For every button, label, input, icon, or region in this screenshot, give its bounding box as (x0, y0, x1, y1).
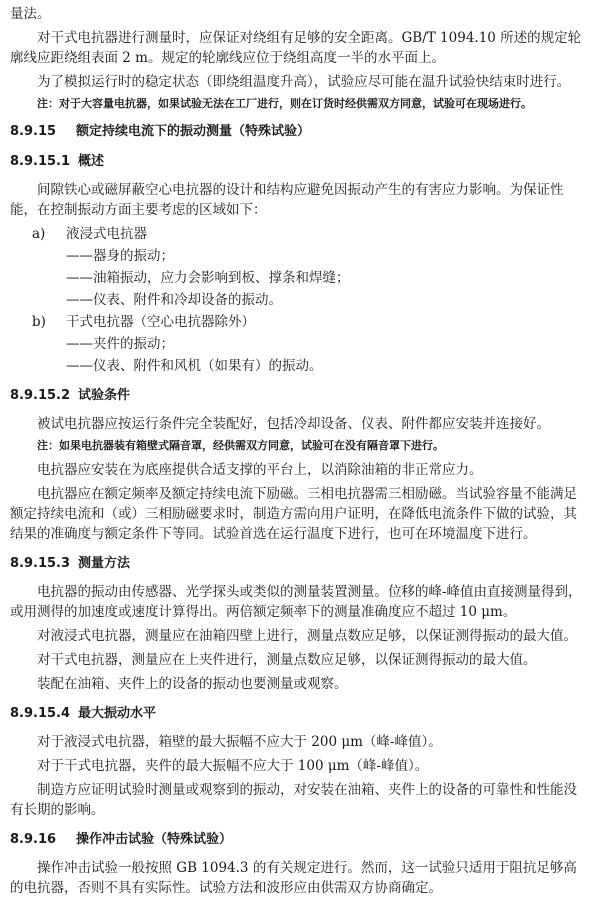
list-subitem: ——夹件的振动； (66, 336, 174, 352)
section-heading-8-9-15-1 (10, 152, 582, 172)
list-subitem: ——仪表、附件和风机（如果有）的振动。 (66, 358, 323, 374)
paragraph-dry-reactor-distance: 对干式电抗器进行测量时，应保证对绕组有足够的安全距离。GB/T 1094.10 所述的规定轮廓线应距绕组表面 2 m。规定的轮廓线应位于绕组高度一半的水平面上。 (10, 30, 582, 66)
paragraph-manufacturer-proof: 制造方应证明试验时测量或观察到的振动，对安装在油箱、夹件上的设备的可靠性和性能没有长期的影响。 (10, 782, 577, 818)
paragraph-switching-impulse: 操作冲击试验一般按照 GB 1094.3 的有关规定进行。然而，这一试验只适用于阻抗足够高的电抗器，否则不具有实际性。试验方法和波形应由供需双方协商确定。 (10, 860, 577, 896)
list-item-a (32, 224, 582, 244)
section-number: 8.9.15.4 (10, 706, 71, 721)
section-number: 8.9.15.2 (10, 388, 71, 403)
section-number: 8.9.15.1 (10, 154, 71, 169)
paragraph-liquid-immersed: 对液浸式电抗器，测量应在油箱四壁上进行，测量点数应足够，以保证测得振动的最大值。 (37, 628, 577, 644)
section-title: 测量方法 (78, 556, 131, 571)
paragraph-max-liquid: 对于液浸式电抗器，箱壁的最大振幅不应大于 200 μm（峰-峰值）。 (37, 734, 442, 750)
list-marker: b) (32, 314, 46, 330)
paragraph-measurement-devices: 电抗器的振动由传感器、光学探头或类似的测量装置测量。位移的峰-峰值由直接测量得到，或用测得的加速度或速度计算得出。两倍额定频率下的测量准确度应不超过 10 μm。 (10, 584, 582, 620)
paragraph-excitation: 电抗器应在额定频率及额定持续电流下励磁。三相电抗器需三相励磁。当试验容量不能满足额定持续电流和（或）三相励磁要求时，制造方需向用户证明，在降低电流条件下做的试验，其结果的准确度与额定条件下等同。试验首选在运行温度下进行，也可在环境温度下进行。 (10, 486, 577, 542)
section-heading-8-9-15 (10, 122, 582, 142)
note-large-capacity: 注：对于大容量电抗器，如果试验无法在工厂进行，则在订货时经供需双方同意，试验可在现场进行。 (37, 97, 532, 110)
list-item-text: 液浸式电抗器 (66, 226, 147, 242)
note-sound-enclosure: 注：如果电抗器装有箱壁式隔音罩，经供需双方同意，试验可在没有隔音罩下进行。 (37, 439, 444, 452)
section-title: 试验条件 (78, 388, 131, 403)
section-number: 8.9.15.3 (10, 556, 71, 571)
paragraph-max-dry: 对于干式电抗器，夹件的最大振幅不应大于 100 μm（峰-峰值）。 (37, 758, 429, 774)
paragraph-dry-type: 对干式电抗器，测量应在上夹件进行，测量点数应足够，以保证测得振动的最大值。 (37, 652, 537, 668)
list-subitem: ——器身的振动； (66, 248, 174, 264)
section-number: 8.9.16 (10, 832, 57, 847)
section-title: 额定持续电流下的振动测量（特殊试验） (76, 124, 311, 139)
list-marker: a) (32, 226, 46, 242)
list-item-text: 干式电抗器（空心电抗器除外） (66, 314, 255, 330)
section-title: 概述 (78, 154, 105, 169)
paragraph-platform: 电抗器应安装在为底座提供合适支撑的平台上，以消除油箱的非正常应力。 (37, 462, 483, 478)
document-page (0, 4, 600, 896)
list-subitem: ——油箱振动，应力会影响到板、撑条和焊缝； (66, 270, 350, 286)
paragraph-assembly: 被试电抗器应按运行条件完全装配好，包括冷却设备、仪表、附件都应安装并连接好。 (37, 416, 550, 432)
paragraph-continuation: 量法。 (10, 6, 51, 22)
section-title: 操作冲击试验（特殊试验） (76, 832, 233, 847)
paragraph-temperature-rise: 为了模拟运行时的稳定状态（即绕组温度升高），试验应尽可能在温升试验快结束时进行。 (37, 74, 571, 90)
paragraph-equipment: 装配在油箱、夹件上的设备的振动也要测量或观察。 (37, 676, 348, 692)
section-title: 最大振动水平 (78, 706, 157, 721)
section-heading-8-9-15-2 (10, 386, 582, 406)
section-heading-8-9-15-4 (10, 704, 582, 724)
section-number: 8.9.15 (10, 124, 57, 139)
paragraph-overview: 间隙铁心或磁屏蔽空心电抗器的设计和结构应避免因振动产生的有害应力影响。为保证性能，在控制振动方面主要考虑的区域如下： (10, 182, 564, 218)
section-heading-8-9-15-3 (10, 554, 582, 574)
section-heading-8-9-16 (10, 830, 582, 850)
list-subitem: ——仪表、附件和冷却设备的振动。 (66, 292, 282, 308)
list-item-b (32, 312, 582, 332)
